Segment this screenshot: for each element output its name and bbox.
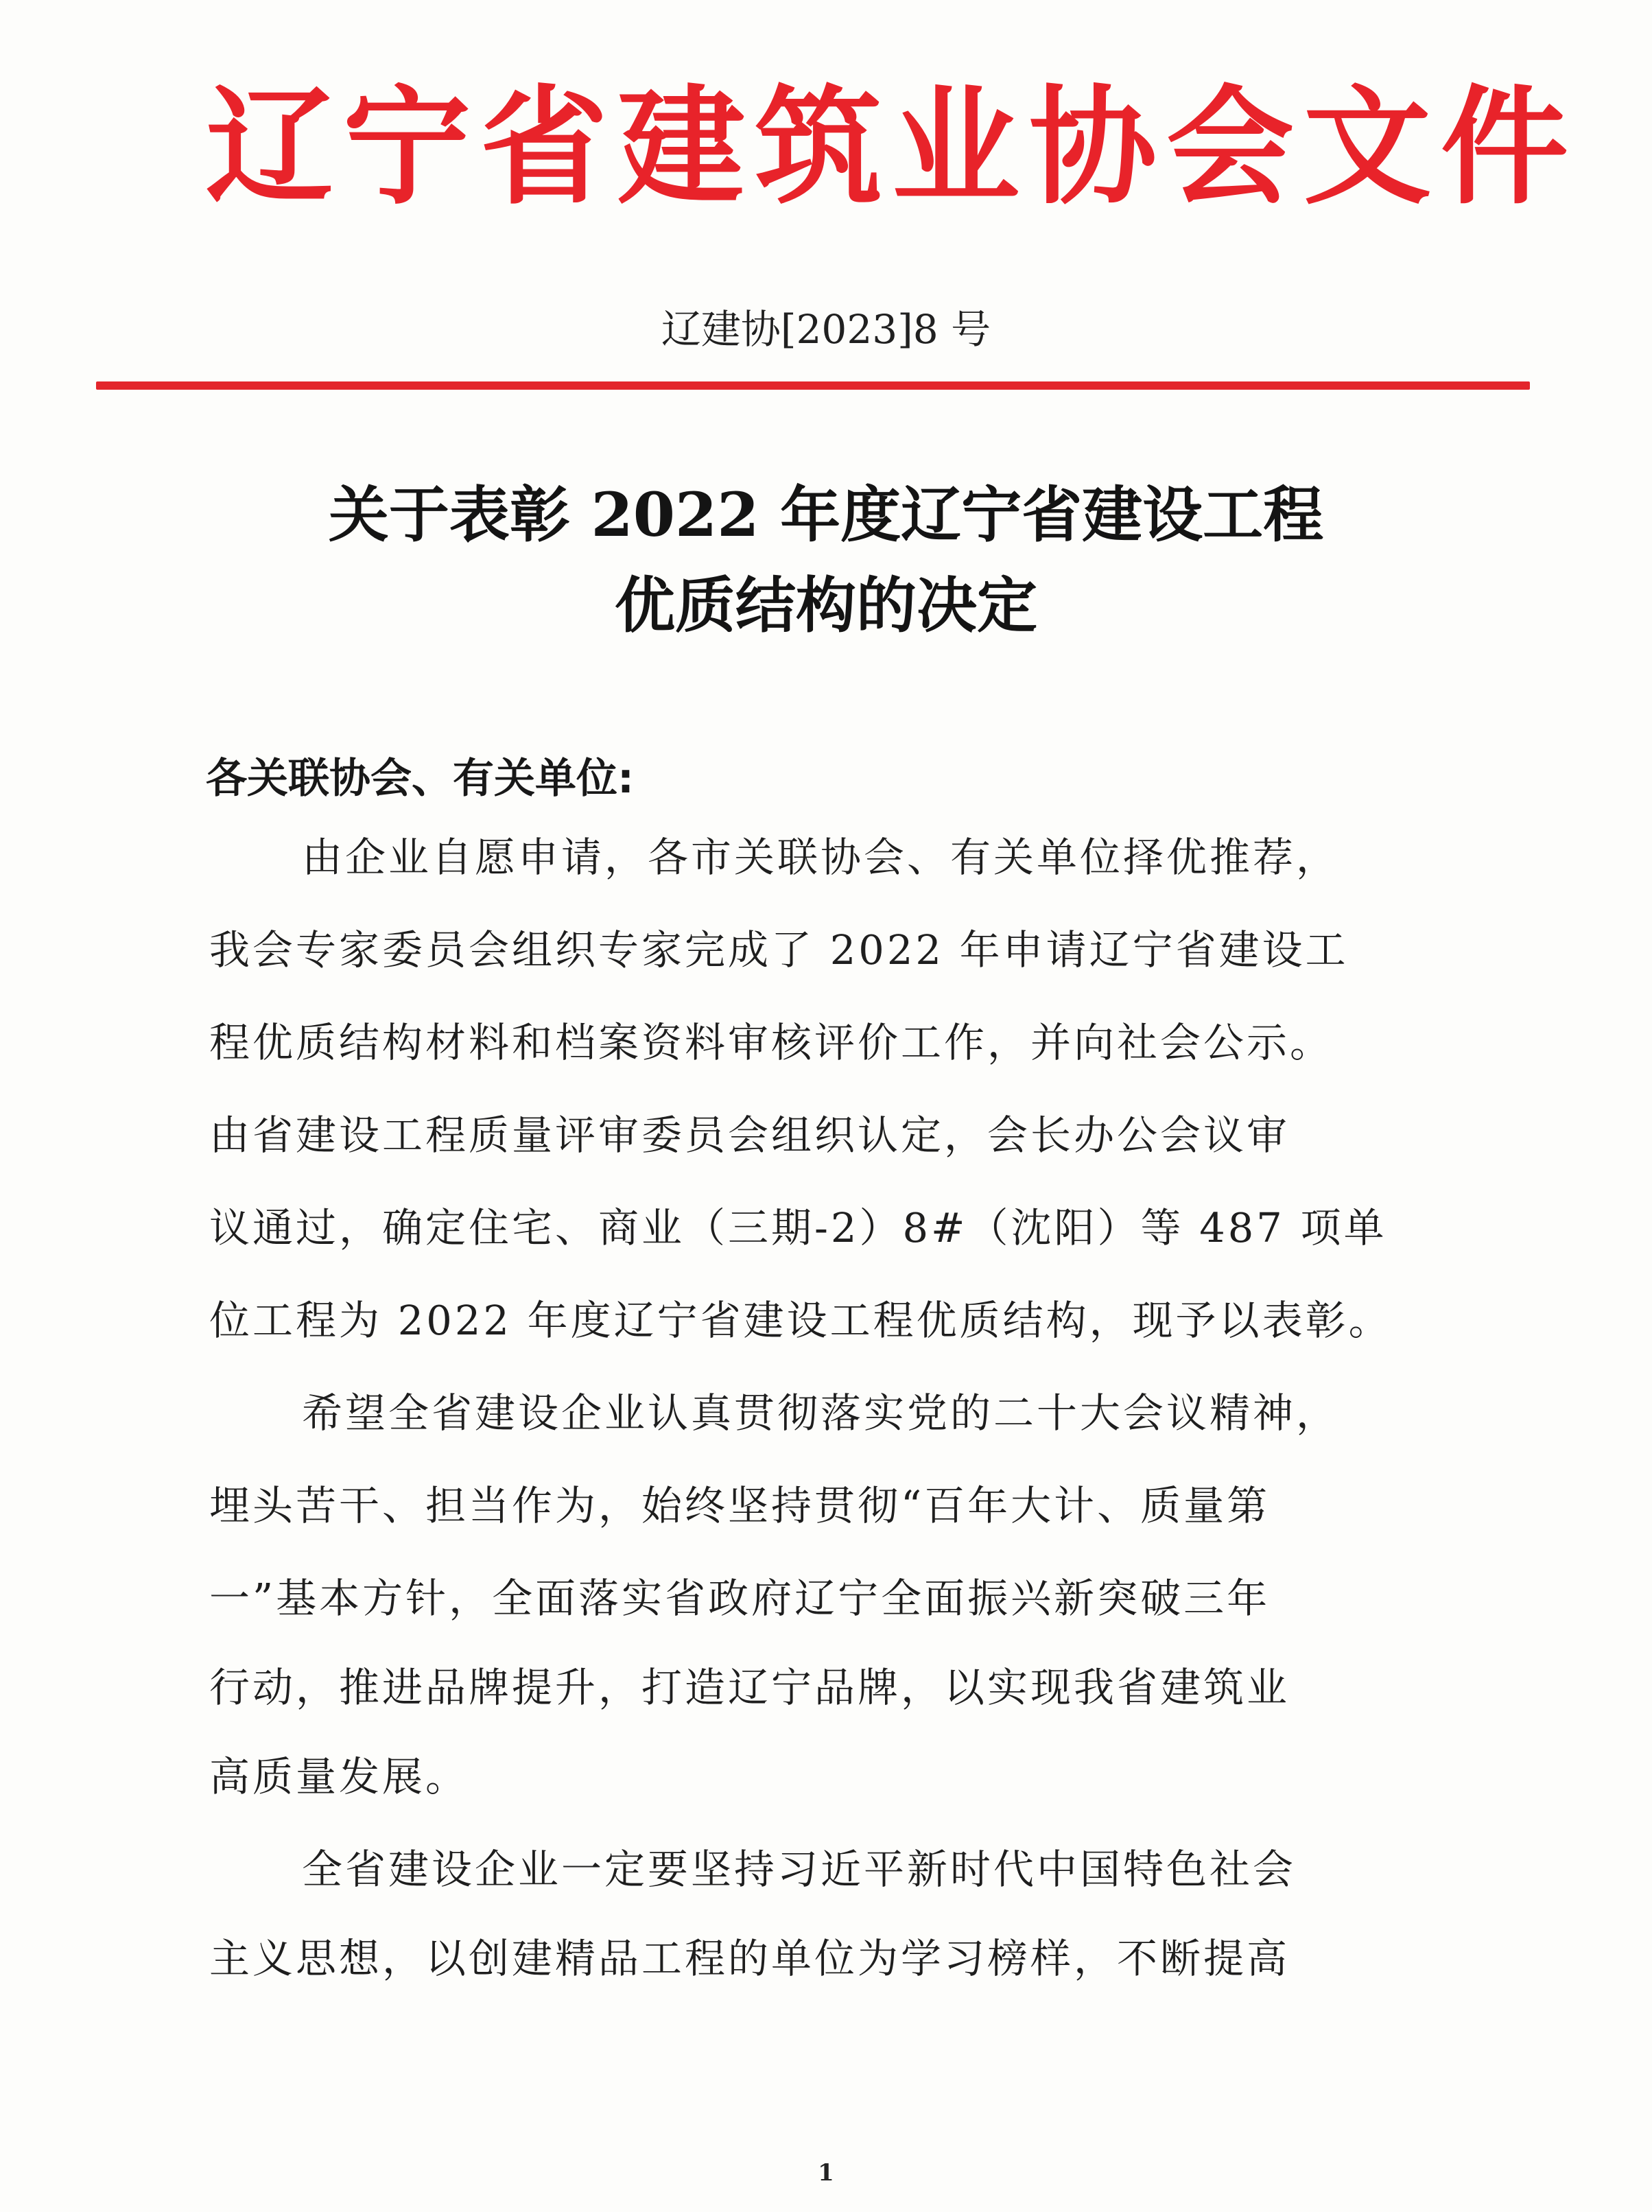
body-text-line: 行动，推进品牌提升，打造辽宁品牌，以实现我省建筑业: [209, 1664, 1290, 1711]
document-title-line-2: 优质结构的决定: [614, 569, 1037, 641]
red-divider-rule: [96, 381, 1530, 390]
body-text-line: 议通过，确定住宅、商业（三期-2）8#（沈阳）等 487 项单: [209, 1204, 1387, 1251]
body-text-line: 由企业自愿申请，各市关联协会、有关单位择优推荐，: [302, 834, 1340, 881]
page-number: 1: [818, 2159, 834, 2187]
body-text-line: 程优质结构材料和档案资料审核评价工作，并向社会公示。: [209, 1019, 1334, 1066]
body-text-line: 主义思想，以创建精品工程的单位为学习榜样，不断提高: [209, 1935, 1290, 1982]
salutation: 各关联协会、有关单位:: [206, 755, 634, 803]
letterhead-title: 辽宁省建筑业协会文件: [206, 73, 1579, 222]
body-text-line: 埋头苦干、担当作为，始终坚持贯彻“百年大计、质量第: [209, 1482, 1271, 1529]
body-text-line: 希望全省建设企业认真贯彻落实党的二十大会议精神，: [302, 1389, 1340, 1437]
body-text-line: 位工程为 2022 年度辽宁省建设工程优质结构，现予以表彰。: [209, 1297, 1392, 1344]
body-text-line: 高质量发展。: [209, 1753, 469, 1800]
document-number: 辽建协[2023]8 号: [661, 306, 991, 353]
body-text-line: 我会专家委员会组织专家完成了 2022 年申请辽宁省建设工: [209, 926, 1349, 974]
body-text-line: 由省建设工程质量评审委员会组织认定，会长办公会议审: [209, 1111, 1290, 1159]
body-text-line: 全省建设企业一定要坚持习近平新时代中国特色社会: [302, 1846, 1297, 1893]
document-title-line-1: 关于表彰 2022 年度辽宁省建设工程: [328, 479, 1324, 550]
body-text-line: 一”基本方针，全面落实省政府辽宁全面振兴新突破三年: [209, 1575, 1271, 1622]
